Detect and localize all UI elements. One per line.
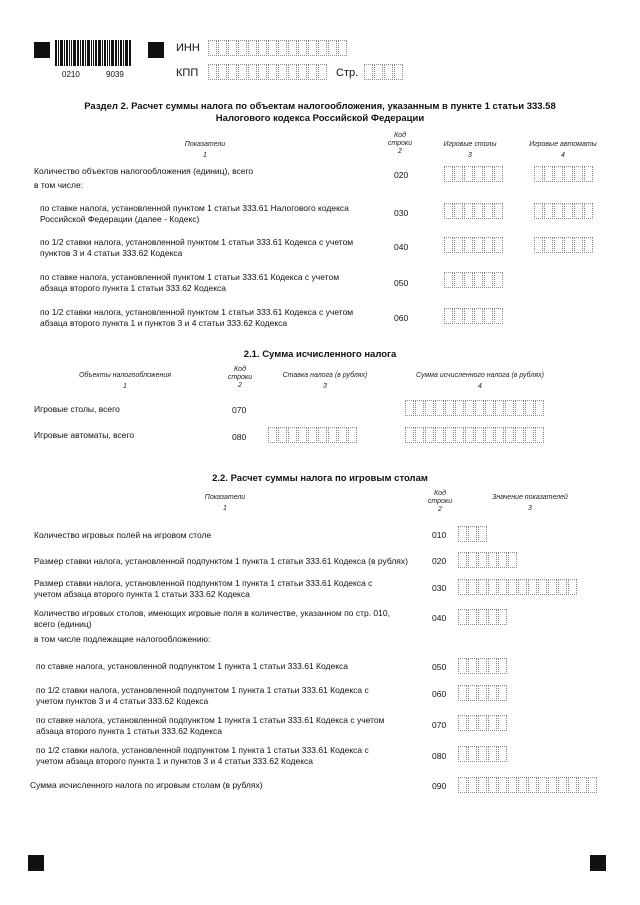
page-field[interactable] bbox=[364, 64, 404, 80]
s22-row-020-code: 020 bbox=[432, 556, 447, 566]
s22-row-030-label: Размер ставки налога, установленной подпунктом 1 пункта 1 статьи 333.61 Кодекса с учетом абзаца второго пункта 1 статьи 333.62 Кодекса bbox=[34, 578, 373, 599]
s2-row-060-tables[interactable] bbox=[444, 308, 504, 324]
s2-row-030-tables[interactable] bbox=[444, 203, 504, 219]
s2-row-020-machines[interactable] bbox=[534, 166, 594, 182]
s22-row-030-code: 030 bbox=[432, 583, 447, 593]
s22-row-010-value[interactable] bbox=[458, 526, 488, 542]
s22-row-080-code: 080 bbox=[432, 751, 447, 761]
s2-row-050-tables[interactable] bbox=[444, 272, 504, 288]
s22-row-090-label: Сумма исчисленного налога по игровым столам (в рублях) bbox=[30, 780, 263, 790]
barcode bbox=[55, 40, 143, 66]
s2-row-040-tables[interactable] bbox=[444, 237, 504, 253]
corner-mark-bottom-right bbox=[590, 855, 606, 871]
barcode-digits-left: 0210 bbox=[62, 70, 80, 79]
section21-col-rate: Ставка налога (в рублях) 3 bbox=[282, 372, 368, 390]
section22-col-code: Код строки 2 bbox=[427, 490, 453, 513]
s22-row-070-value[interactable] bbox=[458, 715, 508, 731]
s22-row-080-value[interactable] bbox=[458, 746, 508, 762]
section2-title-line2: Налогового кодекса Российской Федерации bbox=[215, 113, 425, 124]
kpp-label: КПП bbox=[176, 67, 199, 79]
s2-row-040-code: 040 bbox=[394, 242, 409, 252]
s22-row-050-code: 050 bbox=[432, 662, 447, 672]
s2-row-040-label: по 1/2 ставки налога, установленной пунктом 1 статьи 333.61 Кодекса с учетом пунктов 3 и 4 статьи 333.62 Кодекса bbox=[40, 237, 354, 258]
s2-row-030-machines[interactable] bbox=[534, 203, 594, 219]
corner-mark-bottom-left bbox=[28, 855, 44, 871]
s21-row-070-sum[interactable] bbox=[405, 400, 545, 416]
s2-row-020-code: 020 bbox=[394, 170, 409, 180]
s22-row-050-label: по ставке налога, установленной подпунктом 1 пункта 1 статьи 333.61 Кодекса bbox=[36, 661, 349, 671]
s22-row-040-code: 040 bbox=[432, 613, 447, 623]
s2-row-020-label: Количество объектов налогообложения (единиц), всего в том числе: bbox=[34, 166, 254, 190]
s21-row-070-label: Игровые столы, всего bbox=[34, 404, 120, 414]
section22-col-indicators: Показатели 1 bbox=[204, 494, 246, 512]
section2-col-machines: Игровые автоматы 4 bbox=[529, 141, 597, 159]
barcode-digits-right: 9039 bbox=[106, 70, 124, 79]
s22-row-040-label: Количество игровых столов, имеющих игровые поля в количестве, указанном по стр. 010, всего (единиц) bbox=[34, 608, 390, 629]
s22-row-010-code: 010 bbox=[432, 530, 447, 540]
s22-row-060-value[interactable] bbox=[458, 685, 508, 701]
page-label: Стр. bbox=[336, 67, 359, 79]
section21-col-sum: Сумма исчисленного налога (в рублях) 4 bbox=[415, 372, 544, 390]
s21-row-070-code: 070 bbox=[232, 405, 247, 415]
s2-row-030-label: по ставке налога, установленной пунктом 1 статьи 333.61 Налогового кодекса Российской Федерации (далее - Кодекс) bbox=[40, 203, 349, 224]
s2-row-030-code: 030 bbox=[394, 208, 409, 218]
s22-subheading: в том числе подлежащие налогообложению: bbox=[34, 634, 211, 644]
section21-col-code: Код строки 2 bbox=[227, 366, 253, 389]
s22-row-040-value[interactable] bbox=[458, 609, 508, 625]
s2-row-050-code: 050 bbox=[394, 278, 409, 288]
section2-col-tables: Игровые столы 3 bbox=[443, 141, 497, 159]
s22-row-030-value[interactable] bbox=[458, 579, 578, 595]
section21-title: 2.1. Сумма исчисленного налога bbox=[243, 349, 397, 360]
s2-row-020-tables[interactable] bbox=[444, 166, 504, 182]
s22-row-020-value[interactable] bbox=[458, 552, 518, 568]
kpp-field[interactable] bbox=[208, 64, 328, 80]
s2-row-060-code: 060 bbox=[394, 313, 409, 323]
s21-row-080-label: Игровые автоматы, всего bbox=[34, 430, 135, 440]
inn-field[interactable] bbox=[208, 40, 348, 56]
s21-row-080-rate[interactable] bbox=[268, 427, 358, 443]
section2-title bbox=[40, 101, 600, 125]
s21-row-080-code: 080 bbox=[232, 432, 247, 442]
s22-row-050-value[interactable] bbox=[458, 658, 508, 674]
section21-col-objects: Объекты налогообложения 1 bbox=[78, 372, 172, 390]
section2-title-line1: Раздел 2. Расчет суммы налога по объектам налогообложения, указанным в пункте 1 статьи 333.58 bbox=[84, 101, 556, 112]
s22-row-010-label: Количество игровых полей на игровом столе bbox=[34, 530, 212, 540]
s2-row-040-machines[interactable] bbox=[534, 237, 594, 253]
s22-row-020-label: Размер ставки налога, установленной подпунктом 1 пункта 1 статьи 333.61 Кодекса (в рублях) bbox=[34, 556, 408, 566]
inn-label: ИНН bbox=[176, 42, 200, 54]
section2-col-code: Код строки 2 bbox=[387, 132, 413, 155]
s22-row-090-code: 090 bbox=[432, 781, 447, 791]
section2-col-indicators: Показатели 1 bbox=[184, 141, 226, 159]
s21-row-080-sum[interactable] bbox=[405, 427, 545, 443]
s22-row-060-label: по 1/2 ставки налога, установленной подпунктом 1 пункта 1 статьи 333.61 Кодекса с учетом пунктов 3 и 4 статьи 333.62 Кодекса bbox=[36, 685, 369, 706]
s22-row-070-code: 070 bbox=[432, 720, 447, 730]
section22-col-value: Значение показателей 3 bbox=[492, 494, 568, 512]
s22-row-070-label: по ставке налога, установленной подпунктом 1 пункта 1 статьи 333.61 Кодекса с учетом абзаца второго пункта 1 статьи 333.62 Кодекса bbox=[36, 715, 385, 736]
s2-row-050-label: по ставке налога, установленной пунктом 1 статьи 333.61 Кодекса с учетом абзаца второго пункта 1 статьи 333.62 Кодекса bbox=[40, 272, 340, 293]
corner-mark-top-right bbox=[148, 42, 164, 58]
corner-mark-top-left bbox=[34, 42, 50, 58]
s22-row-080-label: по 1/2 ставки налога, установленной подпунктом 1 пункта 1 статьи 333.61 Кодекса с учетом абзаца второго пункта 1 и пунктов 3 и 4 статьи 333.62 Кодекса bbox=[36, 745, 369, 766]
s2-row-060-label: по 1/2 ставки налога, установленной пунктом 1 статьи 333.61 Кодекса с учетом абзаца второго пункта 1 и пунктов 3 и 4 статьи 333.62 Кодекса bbox=[40, 307, 354, 328]
s22-row-090-value[interactable] bbox=[458, 777, 598, 793]
section22-title: 2.2. Расчет суммы налога по игровым столам bbox=[212, 473, 428, 484]
s22-row-060-code: 060 bbox=[432, 689, 447, 699]
